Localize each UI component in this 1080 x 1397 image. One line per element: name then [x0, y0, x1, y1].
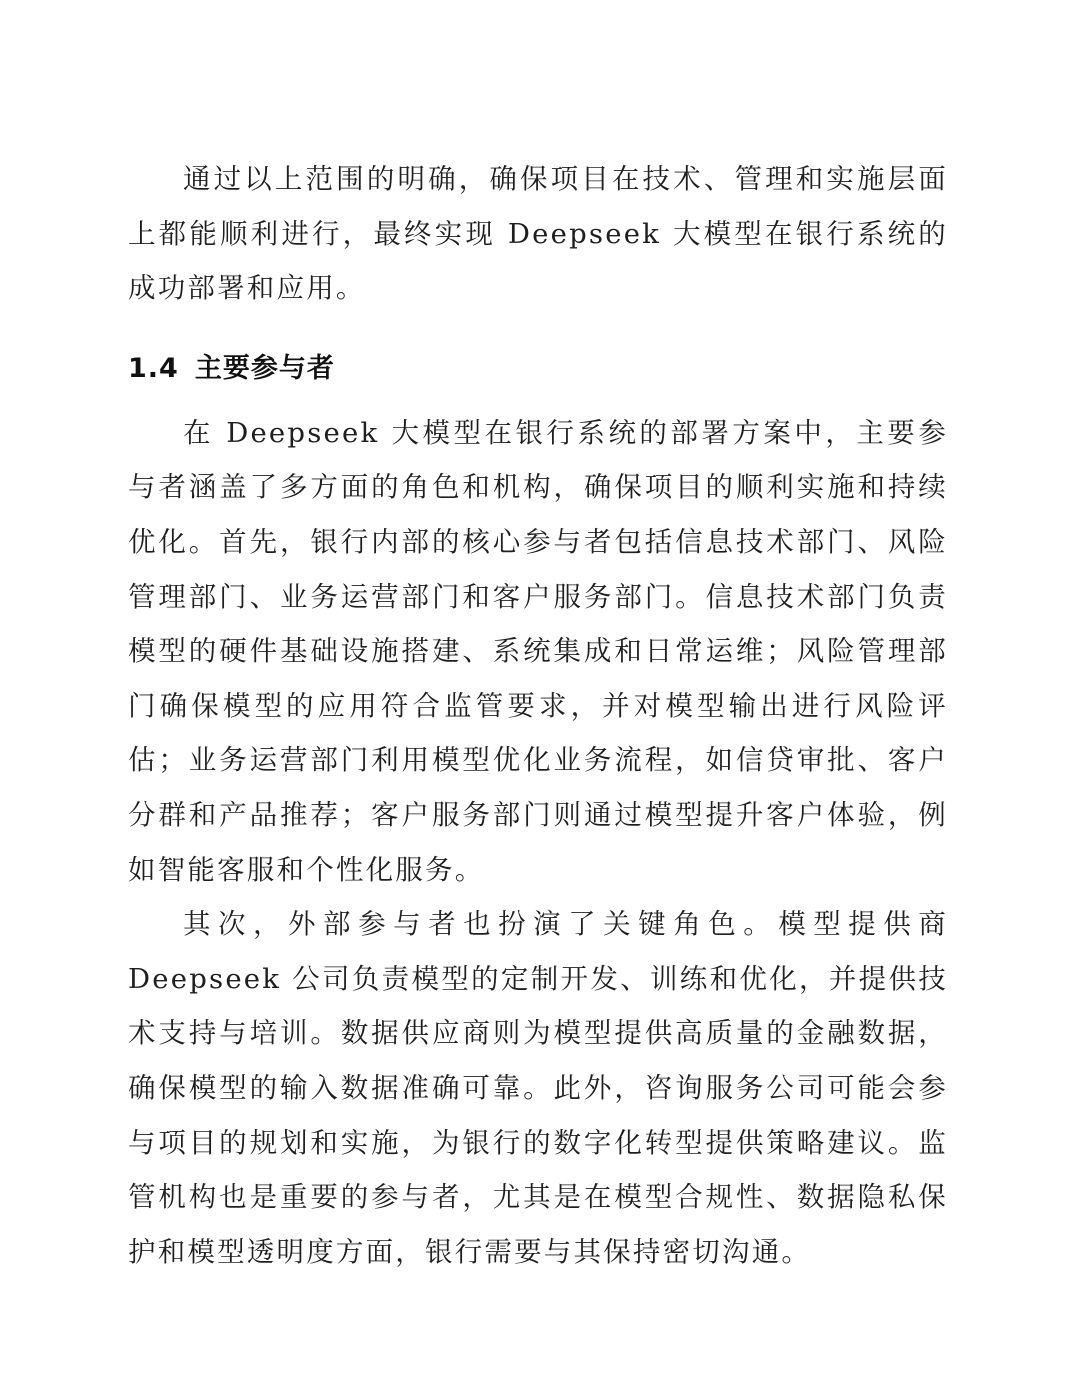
section-number: 1.4 [128, 352, 179, 384]
intro-paragraph: 通过以上范围的明确，确保项目在技术、管理和实施层面上都能顺利进行，最终实现 Deepseek 大模型在银行系统的成功部署和应用。 [128, 163, 948, 305]
document-body [128, 152, 948, 1279]
section-title: 主要参与者 [194, 352, 335, 384]
section-heading [128, 346, 948, 392]
paragraph-external-participants: 其次，外部参与者也扮演了关键角色。模型提供商 Deepseek 公司负责模型的定制开发、训练和优化，并提供技术支持与培训。数据供应商则为模型提供高质量的金融数据，确保模型的输入数据准确可靠。此外，咨询服务公司可能会参与项目的规划和实施，为银行的数字化转型提供策略建议。监管机构也是重要的参与者，尤其是在模型合规性、数据隐私保护和模型透明度方面，银行需要与其保持密切沟通。 [128, 908, 948, 1268]
paragraph-internal-participants: 在 Deepseek 大模型在银行系统的部署方案中，主要参与者涵盖了多方面的角色和机构，确保项目的顺利实施和持续优化。首先，银行内部的核心参与者包括信息技术部门、风险管理部门、业务运营部门和客户服务部门。信息技术部门负责模型的硬件基础设施搭建、系统集成和日常运维；风险管理部门确保模型的应用符合监管要求，并对模型输出进行风险评估；业务运营部门利用模型优化业务流程，如信贷审批、客户分群和产品推荐；客户服务部门则通过模型提升客户体验，例如智能客服和个性化服务。 [128, 416, 948, 886]
